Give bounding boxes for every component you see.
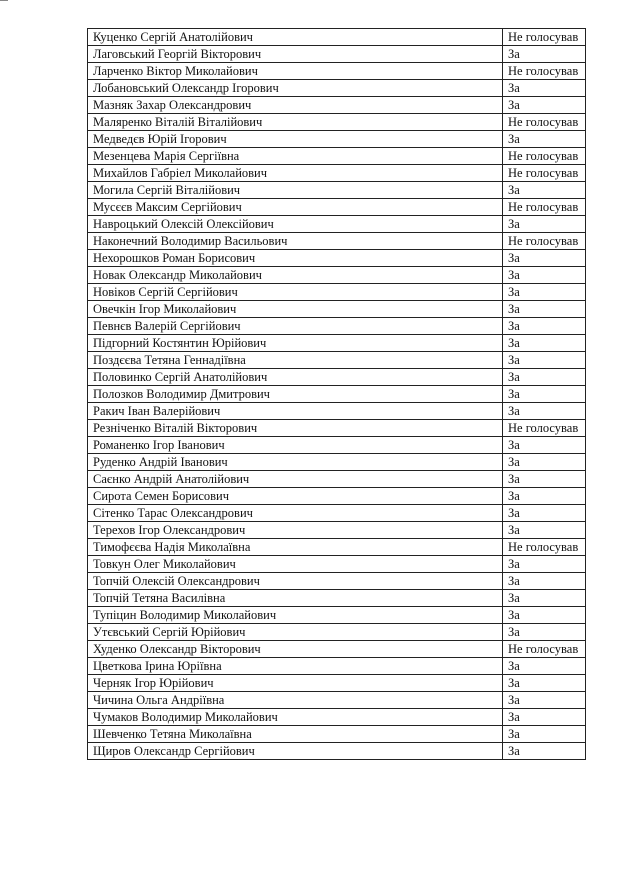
table-row bbox=[88, 556, 586, 573]
deputy-name-cell: Утєвський Сергій Юрійович bbox=[88, 624, 503, 641]
vote-result-cell: За bbox=[503, 97, 586, 114]
deputy-name-cell: Михайлов Габріел Миколайович bbox=[88, 165, 503, 182]
table-row bbox=[88, 420, 586, 437]
vote-result-cell: За bbox=[503, 46, 586, 63]
deputy-name-cell: Цветкова Ірина Юріївна bbox=[88, 658, 503, 675]
deputy-name-cell: Худенко Олександр Вікторович bbox=[88, 641, 503, 658]
table-row bbox=[88, 675, 586, 692]
table-row bbox=[88, 267, 586, 284]
vote-result-cell: Не голосував bbox=[503, 148, 586, 165]
deputy-name-cell: Половинко Сергій Анатолійович bbox=[88, 369, 503, 386]
deputy-name-cell: Шевченко Тетяна Миколаївна bbox=[88, 726, 503, 743]
vote-result-cell: За bbox=[503, 182, 586, 199]
vote-result-cell: Не голосував bbox=[503, 199, 586, 216]
deputy-name-cell: Ракич Іван Валерійович bbox=[88, 403, 503, 420]
voting-results-table bbox=[87, 28, 586, 760]
deputy-name-cell: Мусєєв Максим Сергійович bbox=[88, 199, 503, 216]
vote-result-cell: Не голосував bbox=[503, 165, 586, 182]
vote-result-cell: За bbox=[503, 743, 586, 760]
table-row bbox=[88, 692, 586, 709]
table-row bbox=[88, 131, 586, 148]
deputy-name-cell: Чичина Ольга Андріївна bbox=[88, 692, 503, 709]
vote-result-cell: За bbox=[503, 216, 586, 233]
table-row bbox=[88, 539, 586, 556]
voting-results-body bbox=[88, 29, 586, 760]
table-row bbox=[88, 63, 586, 80]
table-row bbox=[88, 284, 586, 301]
table-row bbox=[88, 80, 586, 97]
table-row bbox=[88, 709, 586, 726]
vote-result-cell: За bbox=[503, 675, 586, 692]
table-row bbox=[88, 46, 586, 63]
table-row bbox=[88, 505, 586, 522]
vote-result-cell: За bbox=[503, 284, 586, 301]
deputy-name-cell: Куценко Сергій Анатолійович bbox=[88, 29, 503, 46]
deputy-name-cell: Сирота Семен Борисович bbox=[88, 488, 503, 505]
vote-result-cell: Не голосував bbox=[503, 233, 586, 250]
table-row bbox=[88, 454, 586, 471]
table-row bbox=[88, 743, 586, 760]
deputy-name-cell: Новіков Сергій Сергійович bbox=[88, 284, 503, 301]
vote-result-cell: За bbox=[503, 709, 586, 726]
deputy-name-cell: Лаговський Георгій Вікторович bbox=[88, 46, 503, 63]
deputy-name-cell: Руденко Андрій Іванович bbox=[88, 454, 503, 471]
table-row bbox=[88, 318, 586, 335]
vote-result-cell: За bbox=[503, 437, 586, 454]
deputy-name-cell: Могила Сергій Віталійович bbox=[88, 182, 503, 199]
deputy-name-cell: Тимофєєва Надія Миколаївна bbox=[88, 539, 503, 556]
table-row bbox=[88, 607, 586, 624]
vote-result-cell: За bbox=[503, 352, 586, 369]
vote-result-cell: За bbox=[503, 318, 586, 335]
vote-result-cell: За bbox=[503, 80, 586, 97]
deputy-name-cell: Маляренко Віталій Віталійович bbox=[88, 114, 503, 131]
table-row bbox=[88, 403, 586, 420]
table-row bbox=[88, 199, 586, 216]
vote-result-cell: За bbox=[503, 369, 586, 386]
table-row bbox=[88, 437, 586, 454]
vote-result-cell: За bbox=[503, 471, 586, 488]
deputy-name-cell: Наконечний Володимир Васильович bbox=[88, 233, 503, 250]
vote-result-cell: Не голосував bbox=[503, 29, 586, 46]
vote-result-cell: Не голосував bbox=[503, 539, 586, 556]
vote-result-cell: За bbox=[503, 624, 586, 641]
table-row bbox=[88, 114, 586, 131]
deputy-name-cell: Лобановський Олександр Ігорович bbox=[88, 80, 503, 97]
deputy-name-cell: Певнєв Валерій Сергійович bbox=[88, 318, 503, 335]
vote-result-cell: За bbox=[503, 607, 586, 624]
table-row bbox=[88, 386, 586, 403]
deputy-name-cell: Поздєєва Тетяна Геннадіївна bbox=[88, 352, 503, 369]
vote-result-cell: За bbox=[503, 505, 586, 522]
deputy-name-cell: Чумаков Володимир Миколайович bbox=[88, 709, 503, 726]
table-row bbox=[88, 590, 586, 607]
table-row bbox=[88, 165, 586, 182]
table-row bbox=[88, 29, 586, 46]
vote-result-cell: За bbox=[503, 386, 586, 403]
deputy-name-cell: Нехорошков Роман Борисович bbox=[88, 250, 503, 267]
vote-result-cell: За bbox=[503, 403, 586, 420]
deputy-name-cell: Резніченко Віталій Вікторович bbox=[88, 420, 503, 437]
vote-result-cell: За bbox=[503, 131, 586, 148]
deputy-name-cell: Саєнко Андрій Анатолійович bbox=[88, 471, 503, 488]
table-row bbox=[88, 216, 586, 233]
table-row bbox=[88, 522, 586, 539]
vote-result-cell: За bbox=[503, 301, 586, 318]
table-row bbox=[88, 182, 586, 199]
table-row bbox=[88, 471, 586, 488]
table-row bbox=[88, 658, 586, 675]
vote-result-cell: За bbox=[503, 488, 586, 505]
deputy-name-cell: Навроцький Олексій Олексійович bbox=[88, 216, 503, 233]
table-row bbox=[88, 488, 586, 505]
vote-result-cell: За bbox=[503, 267, 586, 284]
deputy-name-cell: Щиров Олександр Сергійович bbox=[88, 743, 503, 760]
table-row bbox=[88, 352, 586, 369]
vote-result-cell: За bbox=[503, 522, 586, 539]
deputy-name-cell: Мазняк Захар Олександрович bbox=[88, 97, 503, 114]
table-row bbox=[88, 301, 586, 318]
vote-result-cell: Не голосував bbox=[503, 63, 586, 80]
deputy-name-cell: Черняк Ігор Юрійович bbox=[88, 675, 503, 692]
deputy-name-cell: Романенко Ігор Іванович bbox=[88, 437, 503, 454]
vote-result-cell: За bbox=[503, 556, 586, 573]
vote-result-cell: За bbox=[503, 590, 586, 607]
table-row bbox=[88, 335, 586, 352]
vote-result-cell: За bbox=[503, 250, 586, 267]
vote-result-cell: Не голосував bbox=[503, 114, 586, 131]
table-row bbox=[88, 233, 586, 250]
vote-result-cell: За bbox=[503, 335, 586, 352]
table-row bbox=[88, 250, 586, 267]
table-row bbox=[88, 97, 586, 114]
deputy-name-cell: Овечкін Ігор Миколайович bbox=[88, 301, 503, 318]
deputy-name-cell: Новак Олександр Миколайович bbox=[88, 267, 503, 284]
scan-corner-mark bbox=[0, 0, 8, 6]
deputy-name-cell: Полозков Володимир Дмитрович bbox=[88, 386, 503, 403]
vote-result-cell: За bbox=[503, 573, 586, 590]
table-row bbox=[88, 369, 586, 386]
deputy-name-cell: Ларченко Віктор Миколайович bbox=[88, 63, 503, 80]
table-row bbox=[88, 573, 586, 590]
deputy-name-cell: Підгорний Костянтин Юрійович bbox=[88, 335, 503, 352]
table-row bbox=[88, 641, 586, 658]
vote-result-cell: За bbox=[503, 454, 586, 471]
deputy-name-cell: Сітенко Тарас Олександрович bbox=[88, 505, 503, 522]
deputy-name-cell: Медведєв Юрій Ігорович bbox=[88, 131, 503, 148]
table-row bbox=[88, 148, 586, 165]
table-row bbox=[88, 624, 586, 641]
deputy-name-cell: Топчій Тетяна Василівна bbox=[88, 590, 503, 607]
vote-result-cell: Не голосував bbox=[503, 641, 586, 658]
deputy-name-cell: Топчій Олексій Олександрович bbox=[88, 573, 503, 590]
deputy-name-cell: Терехов Ігор Олександрович bbox=[88, 522, 503, 539]
deputy-name-cell: Мезенцева Марія Сергіївна bbox=[88, 148, 503, 165]
vote-result-cell: За bbox=[503, 726, 586, 743]
table-row bbox=[88, 726, 586, 743]
deputy-name-cell: Товкун Олег Миколайович bbox=[88, 556, 503, 573]
vote-result-cell: Не голосував bbox=[503, 420, 586, 437]
vote-result-cell: За bbox=[503, 658, 586, 675]
vote-result-cell: За bbox=[503, 692, 586, 709]
deputy-name-cell: Тупіцин Володимир Миколайович bbox=[88, 607, 503, 624]
